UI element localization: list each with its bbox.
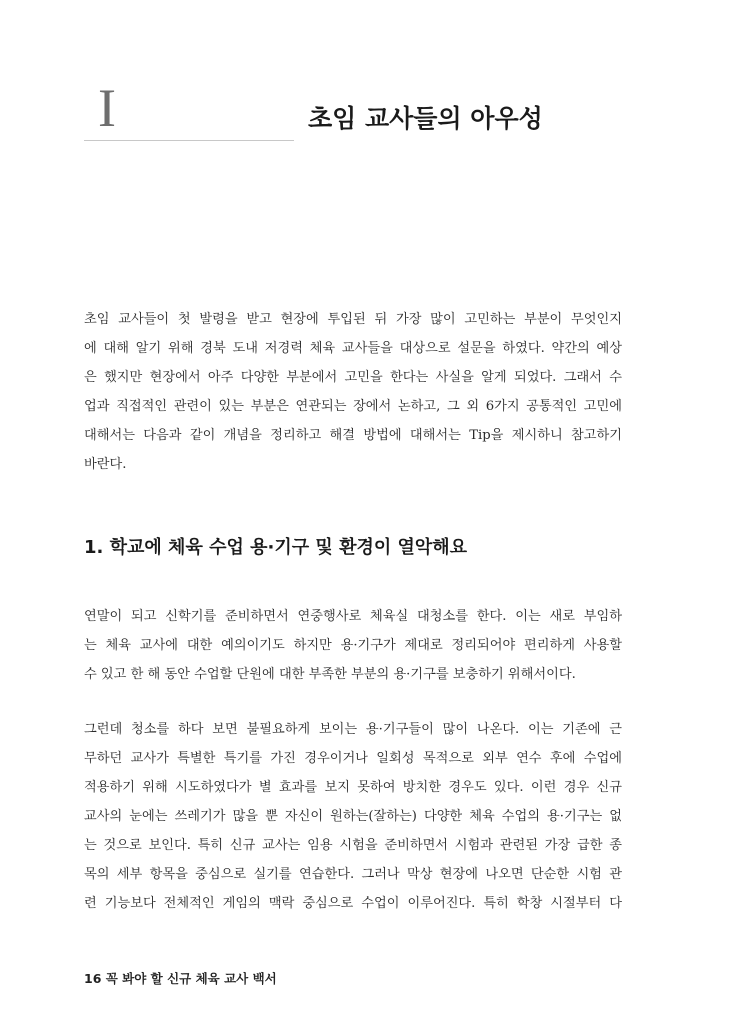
section-heading: 1. 학교에 체육 수업 용·기구 및 환경이 열악해요 bbox=[84, 537, 468, 558]
intro-line: 업과 직접적인 관련이 있는 부분은 연관되는 장에서 논하고, 그 외 6가지 공통적인 고민에 bbox=[84, 399, 622, 414]
paragraph-line: 목의 세부 항목을 중심으로 실기를 연습한다. 그러나 막상 현장에 나오면 단순한 시험 관 bbox=[84, 867, 622, 882]
paragraph-line: 적용하기 위해 시도하였다가 별 효과를 보지 못하여 방치한 경우도 있다. 이런 경우 신규 bbox=[84, 780, 622, 795]
intro-line: 에 대해 알기 위해 경북 도내 저경력 체육 교사들을 대상으로 설문을 하였다. 약간의 예상 bbox=[84, 341, 622, 356]
paragraph-line: 연말이 되고 신학기를 준비하면서 연중행사로 체육실 대청소를 한다. 이는 새로 부임하 bbox=[84, 609, 622, 624]
paragraph-line: 무하던 교사가 특별한 특기를 가진 경우이거나 일회성 목적으로 외부 연수 후에 수업에 bbox=[84, 751, 622, 766]
section-paragraph-2 bbox=[84, 715, 622, 918]
intro-line: 바란다. bbox=[84, 457, 127, 472]
paragraph-line: 련 기능보다 전체적인 게임의 맥락 중심으로 수업이 이루어진다. 특히 학창 시절부터 다 bbox=[84, 896, 622, 911]
paragraph-line: 교사의 눈에는 쓰레기가 많을 뿐 자신이 원하는(잘하는) 다양한 체육 수업의 용·기구는 없 bbox=[84, 809, 622, 824]
intro-line: 초임 교사들이 첫 발령을 받고 현장에 투입된 뒤 가장 많이 고민하는 부분이 무엇인지 bbox=[84, 312, 622, 327]
intro-paragraph bbox=[84, 305, 622, 479]
paragraph-line: 그런데 청소를 하다 보면 불필요하게 보이는 용·기구들이 많이 나온다. 이는 기존에 근 bbox=[84, 722, 622, 737]
chapter-numeral: I bbox=[98, 78, 116, 138]
paragraph-line: 수 있고 한 해 동안 수업할 단원에 대한 부족한 부분의 용·기구를 보충하기 위해서이다. bbox=[84, 667, 576, 682]
intro-line: 대해서는 다음과 같이 개념을 정리하고 해결 방법에 대해서는 Tip을 제시하니 참고하기 bbox=[84, 428, 622, 443]
paragraph-line: 는 것으로 보인다. 특히 신규 교사는 임용 시험을 준비하면서 시험과 관련된 가장 급한 종 bbox=[84, 838, 622, 853]
chapter-divider bbox=[84, 140, 294, 141]
section-paragraph-1 bbox=[84, 602, 622, 689]
chapter-title: 초임 교사들의 아우성 bbox=[308, 104, 543, 133]
page-footer: 16 꼭 봐야 할 신규 체육 교사 백서 bbox=[84, 971, 277, 986]
paragraph-line: 는 체육 교사에 대한 예의이기도 하지만 용·기구가 제대로 정리되어야 편리하게 사용할 bbox=[84, 638, 622, 653]
intro-line: 은 했지만 현장에서 아주 다양한 부분에서 고민을 한다는 사실을 알게 되었다. 그래서 수 bbox=[84, 370, 622, 385]
